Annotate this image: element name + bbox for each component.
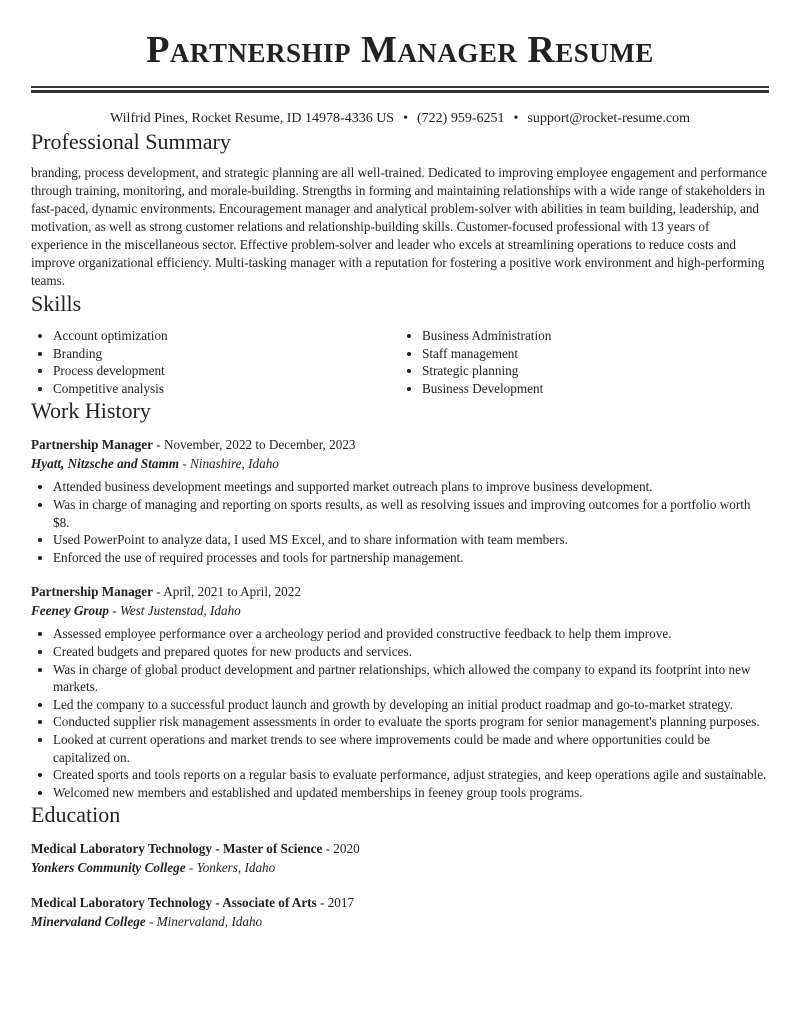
job-bullet: • Welcomed new members and established and updated memberships in feeney group tools programs.: [53, 784, 769, 802]
title-divider-top: [31, 86, 769, 88]
contact-line: [31, 110, 769, 128]
contact-separator: •: [403, 111, 408, 126]
contact-email: support@rocket-resume.com: [527, 111, 690, 126]
summary-text: branding, process development, and strategic planning are all well-trained. Dedicated to improving employee engagement and performance through training, monitoring, and morale-building. Strengths in forming and maintaining relationships with a wide range of stakeholders in fast-paced, dynamic environments. Encouragement manager and analytical problem-solver with abilities in team building, leadership, and motivation, as well as strong customer relations and relationship-building skills. Customer-focused professional with 13 years of experience in the miscellaneous sector. Effective problem-solver and leader who excels at streamlining operations to reduce costs and improve organizational efficiency. Multi-tasking manager with a reputation for fostering a positive work environment and high-performing teams.: [31, 165, 768, 288]
education-year: - 2020: [322, 841, 360, 857]
job-bullet: • Enforced the use of required processes and tools for partnership management.: [53, 549, 769, 567]
education-school-line: [31, 858, 769, 877]
job-company: Feeney Group: [31, 603, 110, 619]
education-degree-line: [31, 893, 769, 912]
education-entry: [31, 839, 769, 877]
work-history-heading: Work History: [31, 398, 151, 424]
job-bullet: • Looked at current operations and market trends to see where improvements could be made and where opportunities could be capitalized on.: [53, 731, 769, 766]
education-location: - Minervaland, Idaho: [145, 914, 263, 930]
skill-item: • Business Administration: [422, 327, 769, 345]
job-title: Partnership Manager: [31, 437, 153, 453]
education-entry: [31, 893, 769, 931]
job-location: - Ninashire, Idaho: [179, 456, 279, 472]
education-school: Yonkers Community College: [31, 860, 186, 876]
contact-phone: (722) 959-6251: [417, 111, 505, 126]
job-bullet: • Assessed employee performance over a archeology period and provided constructive feedback to help them improve.: [53, 625, 769, 643]
job-company-line: [31, 601, 769, 620]
education-location: - Yonkers, Idaho: [185, 860, 276, 876]
job-location: - West Justenstad, Idaho: [109, 603, 241, 619]
skills-heading: Skills: [31, 291, 82, 316]
job-bullet: • Created budgets and prepared quotes for new products and services.: [53, 643, 769, 661]
education-degree: Medical Laboratory Technology - Associate of Arts: [31, 895, 317, 911]
skills-column-right: [400, 327, 769, 397]
job-company-line: [31, 454, 769, 473]
skill-item: • Process development: [53, 362, 400, 380]
summary-heading: Professional Summary: [31, 129, 231, 154]
title-divider-bottom: [31, 90, 769, 93]
job-title: Partnership Manager: [31, 584, 153, 600]
job-entry: [31, 435, 769, 566]
job-dates: - April, 2021 to April, 2022: [152, 584, 301, 600]
job-bullet: • Was in charge of managing and reporting on sports results, as well as resolving issues and improving outcomes for a portfolio worth $8.: [53, 496, 769, 531]
skills-column-left: [31, 327, 400, 397]
job-bullet: • Used PowerPoint to analyze data, I used MS Excel, and to share information with team members.: [53, 531, 769, 549]
education-degree: Medical Laboratory Technology - Master of Science: [31, 841, 323, 857]
job-company: Hyatt, Nitzsche and Stamm: [31, 456, 180, 472]
job-bullet: • Was in charge of global product development and partner relationships, which allowed the company to expand its footprint into new markets.: [53, 661, 769, 696]
skill-item: • Competitive analysis: [53, 380, 400, 398]
education-school: Minervaland College: [31, 914, 146, 930]
contact-separator: •: [513, 111, 519, 126]
education-heading: Education: [31, 802, 121, 828]
skill-item: • Business Development: [422, 380, 769, 398]
resume-title: Partnership Manager Resume: [146, 29, 654, 71]
job-dates: - November, 2022 to December, 2023: [152, 437, 356, 453]
job-bullets: [31, 625, 769, 801]
skill-item: • Staff management: [422, 345, 769, 363]
job-bullet: • Led the company to a successful product launch and growth by developing an initial product roadmap and go-to-market strategy.: [53, 696, 769, 714]
job-title-line: [31, 582, 769, 601]
education-degree-line: [31, 839, 769, 858]
job-entry: [31, 582, 769, 801]
skill-item: • Branding: [53, 345, 400, 363]
job-bullet: • Created sports and tools reports on a regular basis to evaluate performance, adjust strategies, and keep operations agile and sustainable.: [53, 766, 769, 784]
skill-item: • Strategic planning: [422, 362, 769, 380]
education-year: - 2017: [316, 895, 355, 911]
job-bullets: [31, 478, 769, 566]
skills-list: [31, 327, 769, 397]
job-bullet: • Attended business development meetings and supported market outreach plans to improve business development.: [53, 478, 769, 496]
education-school-line: [31, 912, 769, 931]
contact-address: Wilfrid Pines, Rocket Resume, ID 14978-4336 US: [110, 111, 395, 126]
job-title-line: [31, 435, 769, 454]
job-bullet: • Conducted supplier risk management assessments in order to evaluate the sports program for senior management's planning purposes.: [53, 713, 769, 731]
skill-item: • Account optimization: [53, 327, 400, 345]
